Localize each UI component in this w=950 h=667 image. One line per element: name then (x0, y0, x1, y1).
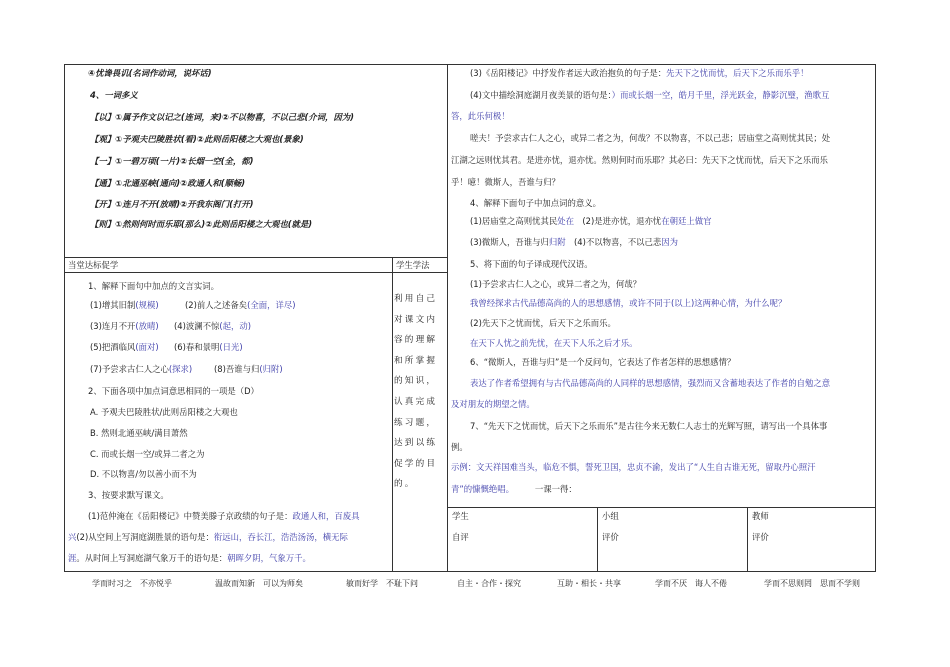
q3-line-2: 兴(2)从空间上写洞庭湖胜景的语句是：衔远山，吞长江，浩浩汤汤，横无际 (68, 532, 348, 542)
practice-header: 当堂达标促学 (68, 260, 119, 270)
group-eval-label-2: 评价 (602, 532, 619, 542)
q6-title: 6、“微斯人，吾谁与归”是一个反问句，它表达了作者怎样的思想感情？ (470, 357, 736, 367)
q7-title-1: 7、“先天下之忧而忧，后天下之乐而乐”是古往今来无数仁人志士的光辉写照，请写出一个具体事 (470, 421, 828, 431)
group-eval-label-1: 小组 (602, 511, 619, 521)
q5-item-1: (1)予尝求古仁人之心，或异二者之为，何哉？ (470, 279, 641, 289)
eval-divider-2 (747, 507, 748, 572)
q1-item-4: (4)波澜不惊(起，动) (174, 321, 252, 331)
q2-option-b: B. 然则北通巫峡/满目萧然 (90, 428, 188, 438)
student-method-text: 利用自己对课文内容的理解和所掌握的知识，认真完成练习题，达到以练促学的目的。 (394, 294, 438, 490)
footer-motto-2: 温故而知新 可以为师矣 (215, 579, 303, 588)
q1-item-1: (1)增其旧制(规模) (90, 300, 159, 310)
student-method-header: 学生学法 (396, 260, 430, 270)
self-eval-label-2: 自评 (452, 532, 469, 542)
eval-row-divider (447, 507, 876, 508)
q1-item-3: (3)连月不开(放晴) (90, 321, 159, 331)
left-line-5: 【一】①一碧万顷(一片)②长烟一空(全，都) (90, 156, 254, 166)
footer-motto-6: 学而不厌 诲人不倦 (655, 579, 727, 588)
q6-answer-2: 及对朋友的期望之情。 (451, 399, 535, 409)
q1-title: 1、解释下面句中加点的文言实词。 (88, 281, 219, 291)
row-divider (64, 257, 447, 258)
q4-line-1: (1)居庙堂之高则忧其民处在 (2)是进亦忧，退亦忧在朝廷上做官 (470, 216, 712, 226)
q1-item-7: (7)予尝求古仁人之心(探求) (90, 364, 193, 374)
q2-option-a: A. 予观夫巴陵胜状/此则岳阳楼之大观也 (90, 407, 238, 417)
teacher-eval-label-1: 教师 (752, 511, 769, 521)
right-line-1: (3)《岳阳楼记》中抒发作者远大政治抱负的句子是：先天下之忧而忧，后天下之乐而乐乎！ (470, 68, 809, 78)
q2-title: 2、下面各项中加点词意思相同的一项是（D） (88, 386, 259, 396)
passage-line-2: 江湖之远则忧其君。是进亦忧，退亦忧。然则何时而乐耶？其必曰：先天下之忧而忧，后天下之乐而乐 (451, 155, 828, 165)
method-column-divider (392, 257, 393, 572)
passage-line-1: 嗟夫！予尝求古仁人之心，或异二者之为，何哉？不以物喜，不以己悲；居庙堂之高则忧其民；处 (470, 133, 831, 143)
q7-answer-1: 示例：文天祥国难当头，临危不惧，誓死卫国，忠贞不渝，发出了“人生自古谁无死，留取丹心照汗 (451, 462, 816, 472)
q5-answer-2: 在天下人忧之前先忧，在天下人乐之后才乐。 (470, 338, 638, 348)
left-line-4: 【观】①予观夫巴陵胜状(看)②此则岳阳楼之大观也(景象) (90, 134, 304, 144)
q1-item-6: (6)春和景明(日光) (174, 342, 243, 352)
q1-item-2: (2)前人之述备矣(全面，详尽) (185, 300, 296, 310)
left-line-3: 【以】①属予作文以记之(连词，来)②不以物喜，不以己悲(介词，因为) (90, 112, 354, 122)
right-line-2: (4)文中描绘洞庭湖月夜美景的语句是：）而或长烟一空，皓月千里，浮光跃金，静影沉璧，渔歌互 (470, 90, 830, 100)
q7-answer-2: 青”的慷慨绝唱。 一课一得： (451, 484, 577, 494)
left-line-1: ④忧谗畏讥(名词作动词，说坏话) (88, 68, 212, 78)
footer-motto-7: 学而不思则罔 思而不学则 (764, 579, 860, 588)
q7-title-2: 例。 (451, 442, 468, 452)
q3-title: 3、按要求默写课文。 (88, 490, 169, 500)
left-line-8: 【则】①然则何时而乐耶(那么)②此则岳阳楼之大观也(就是) (90, 219, 313, 229)
left-line-2: 4、一词多义 (90, 90, 138, 100)
q5-item-2: (2)先天下之忧而忧，后天下之乐而乐。 (470, 318, 616, 328)
q2-option-c: C. 而或长烟一空/或异二者之为 (90, 449, 205, 459)
q1-item-5: (5)把酒临风(面对) (90, 342, 159, 352)
passage-line-3: 乎！噫！微斯人，吾谁与归？ (451, 177, 560, 187)
right-line-3: 答，此乐何极！ (451, 111, 510, 121)
column-divider (447, 64, 448, 572)
q4-line-2: (3)微斯人，吾谁与归归附 (4)不以物喜，不以己悲因为 (470, 237, 678, 247)
footer-motto-4: 自主・合作・探究 (457, 579, 521, 588)
q5-title: 5、将下面的句子译成现代汉语。 (470, 259, 593, 269)
header-underline (64, 272, 447, 273)
q1-item-8: (8)吾谁与归(归附) (214, 364, 283, 374)
eval-divider-1 (597, 507, 598, 572)
footer-motto-1: 学而时习之 不亦悦乎 (92, 579, 172, 588)
q2-option-d: D. 不以物喜/勿以善小而不为 (90, 469, 197, 479)
teacher-eval-label-2: 评价 (752, 532, 769, 542)
q4-title: 4、解释下面句子中加点词的意义。 (470, 198, 601, 208)
q3-line-3: 涯。从时间上写洞庭湖气象万千的语句是：朝晖夕阴，气象万千。 (68, 553, 311, 563)
q5-answer-1: 我曾经探求古代品德高尚的人的思想感情，或许不同于(以上)这两种心情，为什么呢？ (470, 298, 787, 308)
left-line-6: 【通】①北通巫峡(通向)②政通人和(顺畅) (90, 178, 246, 188)
footer-motto-5: 互助・相长・共享 (557, 579, 621, 588)
footer-motto-3: 敏而好学 不耻下问 (346, 579, 418, 588)
q3-line-1: (1)范仲淹在《岳阳楼记》中赞美滕子京政绩的句子是：政通人和，百废具 (88, 511, 360, 521)
self-eval-label-1: 学生 (452, 511, 469, 521)
q6-answer-1: 表达了作者希望拥有与古代品德高尚的人同样的思想感情，强烈而又含蓄地表达了作者的自勉之意 (470, 378, 831, 388)
left-line-7: 【开】①连月不开(放晴)②开我东阁门(打开) (90, 199, 254, 209)
